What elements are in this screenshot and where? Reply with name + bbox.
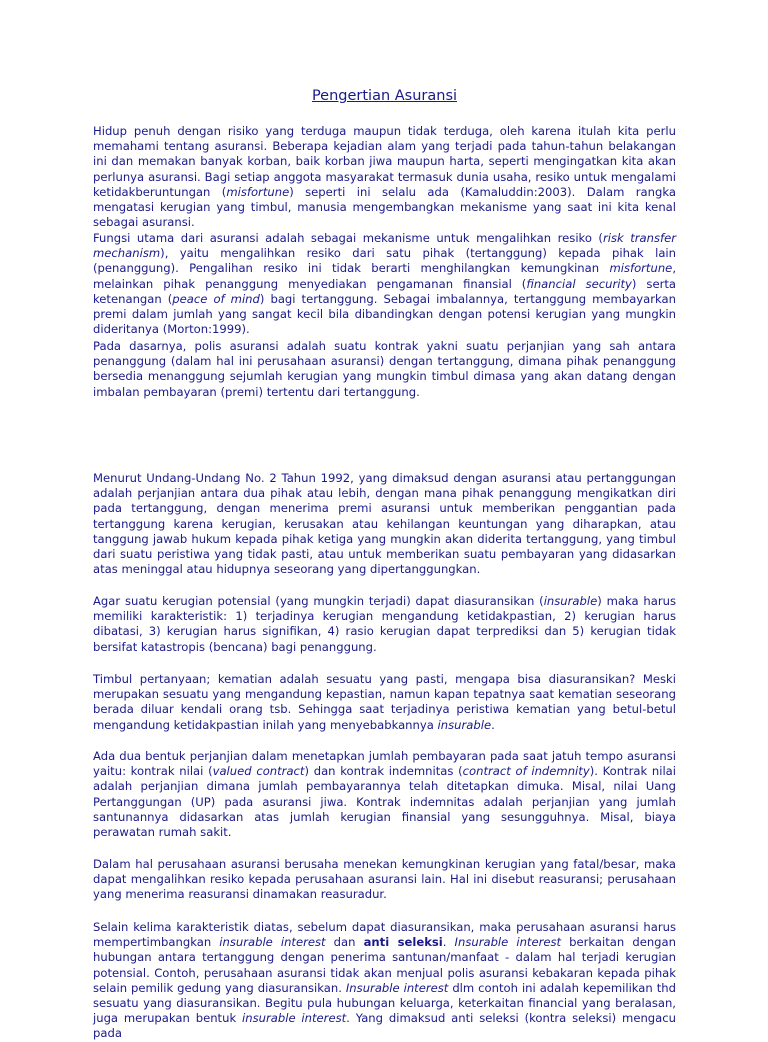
paragraph-2 (93, 231, 676, 337)
text-run: . Yang dimaksud anti seleksi (kontra seleksi) mengacu pada (93, 1011, 676, 1041)
text-run: dlm contoh ini adalah kepemilikan thd sesuatu yang diasuransikan. Begitu pula hubungan keluarga, keterkaitan financial yang beralasan, juga merupakan bentuk (93, 980, 676, 1026)
page-title: Pengertian Asuransi (311, 88, 458, 104)
italic-term: peace of mind (172, 291, 260, 306)
text-run: Ada dua bentuk perjanjian dalam menetapkan jumlah pembayaran pada saat jatuh tempo asuransi yaitu: kontrak nilai ( (93, 749, 676, 779)
italic-term: risk transfer mechanism (93, 231, 676, 261)
paragraph-6 (93, 672, 676, 733)
paragraph-7 (93, 749, 676, 840)
bold-term: anti seleksi (363, 935, 443, 950)
text-run: dan (325, 935, 364, 950)
text-run: ) dan kontrak indemnitas ( (304, 764, 463, 779)
paragraph-9 (93, 920, 676, 1042)
paragraph-5 (93, 594, 676, 655)
paragraph-3 (93, 339, 676, 400)
italic-term: valued contract (212, 764, 305, 779)
italic-term: insurable interest (219, 935, 326, 950)
text-run: berkaitan dengan hubungan antara tertanggung dengan penerima santunan/manfaat - dalam hal terjadi kerugian potensial. Contoh, perusahaan asuransi tidak akan menjual polis asuransi kebakaran kepada pihak selain pemilik gedung yang diasuransikan. (93, 935, 676, 995)
text-run: . (491, 717, 495, 732)
text-run: Selain kelima karakteristik diatas, sebelum dapat diasuransikan, maka perusahaan asuransi harus mempertimbangkan (93, 920, 676, 950)
text-run: Dalam hal perusahaan asuransi berusaha menekan kemungkinan kerugian yang fatal/besar, maka dapat mengalihkan resiko kepada perusahaan asuransi lain. Hal ini disebut reasuransi; perusahaan yang menerima reasuransi dinamakan reasuradur. (93, 857, 676, 902)
paragraph-4 (93, 471, 676, 577)
italic-term: financial security (526, 276, 632, 291)
paragraph-8 (93, 857, 676, 903)
italic-term: Insurable interest (454, 935, 562, 950)
text-run: Pada dasarnya, polis asuransi adalah suatu kontrak yakni suatu perjanjian yang sah antara penanggung (dalam hal ini perusahaan asuransi) dengan tertanggung, dimana pihak penanggung bersedia menanggung sejumlah kerugian yang mungkin timbul dimasa yang akan datang dengan imbalan pembayaran (premi) tertentu dari tertanggung. (93, 339, 676, 399)
text-run: ) maka harus memiliki karakteristik: 1) terjadinya kerugian mengandung ketidakpastian, 2) kerugian harus dibatasi, 3) kerugian harus signifikan, 4) rasio kerugian dapat terprediksi dan 5) kerugian tidak bersifat katastropis (bencana) bagi penanggung. (93, 594, 676, 654)
text-run: ) seperti ini selalu ada (Kamaluddin:2003). Dalam rangka mengatasi kerugian yang timbul, manusia mengembangkan mekanisme yang saat ini kita kenal sebagai asuransi. (93, 184, 676, 230)
text-run: , melainkan pihak penanggung menyediakan pengamanan finansial ( (93, 261, 676, 291)
text-run: ) bagi tertanggung. Sebagai imbalannya, tertanggung membayarkan premi dalam jumlah yang sangat kecil bila dibandingkan dengan potensi kerugian yang mungkin dideritanya (Morton:1999). (93, 291, 676, 337)
text-run: ) serta ketenangan ( (93, 276, 677, 306)
italic-term: contract of indemnity (462, 764, 590, 779)
text-run: Hidup penuh dengan risiko yang terduga maupun tidak terduga, oleh karena itulah kita perlu memahami tentang asuransi. Beberapa kejadian alam yang terjadi pada tahun-tahun belakangan ini dan memakan banyak korban, baik korban jiwa maupun harta, seperti mengingatkan kita akan perlunya asuransi. Bagi setiap anggota masyarakat termasuk dunia usaha, resiko untuk mengalami ketidakberuntungan ( (93, 124, 676, 199)
text-run: ), yaitu mengalihkan resiko dari satu pihak (tertanggung) kepada pihak lain (penanggung). Pengalihan resiko ini tidak berarti menghilangkan kemungkinan (93, 246, 676, 276)
italic-term: insurable (437, 717, 492, 732)
text-run: Agar suatu kerugian potensial (yang mungkin terjadi) dapat diasuransikan ( (93, 594, 544, 608)
italic-term: misfortune (226, 184, 290, 199)
document-page (93, 0, 677, 1041)
text-run: ). Kontrak nilai adalah perjanjian dimana jumlah pembayarannya telah ditetapkan dimuka. Misal, nilai Uang Pertanggungan (UP) pada asuransi jiwa. Kontrak indemnitas adalah perjanjian yang jumlah santunannya didasarkan atas jumlah kerugian finansial yang sesungguhnya. Misal, biaya perawatan rumah sakit. (93, 764, 677, 840)
italic-term: Insurable interest (345, 980, 449, 995)
italic-term: insurable (543, 594, 598, 608)
italic-term: insurable interest (242, 1011, 347, 1026)
italic-term: misfortune (609, 261, 673, 276)
text-run: . (442, 935, 455, 950)
text-run: Menurut Undang-Undang No. 2 Tahun 1992, yang dimaksud dengan asuransi atau pertanggungan adalah perjanjian antara dua pihak atau lebih, dengan mana pihak penanggung mengikatkan diri pada tertanggung, dengan menerima premi asuransi untuk memberikan penggantian pada tertanggung karena kerugian, kerusakan atau kehilangan keuntungan yang diharapkan, atau tanggung jawab hukum kepada pihak ketiga yang mungkin akan diderita tertanggung, yang timbul dari suatu peristiwa yang tidak pasti, atau untuk memberikan suatu pembayaran yang didasarkan atas meninggal atau hidupnya seseorang yang dipertanggungkan. (93, 471, 676, 577)
paragraph-1 (93, 124, 676, 230)
text-run: Timbul pertanyaan; kematian adalah sesuatu yang pasti, mengapa bisa diasuransikan? Meski merupakan sesuatu yang mengandung kepastian, namun kapan tepatnya saat kematian seseorang berada diluar kendali orang tsb. Sehingga saat terjadinya peristiwa kematian yang betul-betul mengandung ketidakpastian inilah yang menyebabkannya (93, 672, 676, 732)
text-run: Fungsi utama dari asuransi adalah sebagai mekanisme untuk mengalihkan resiko ( (93, 231, 603, 245)
